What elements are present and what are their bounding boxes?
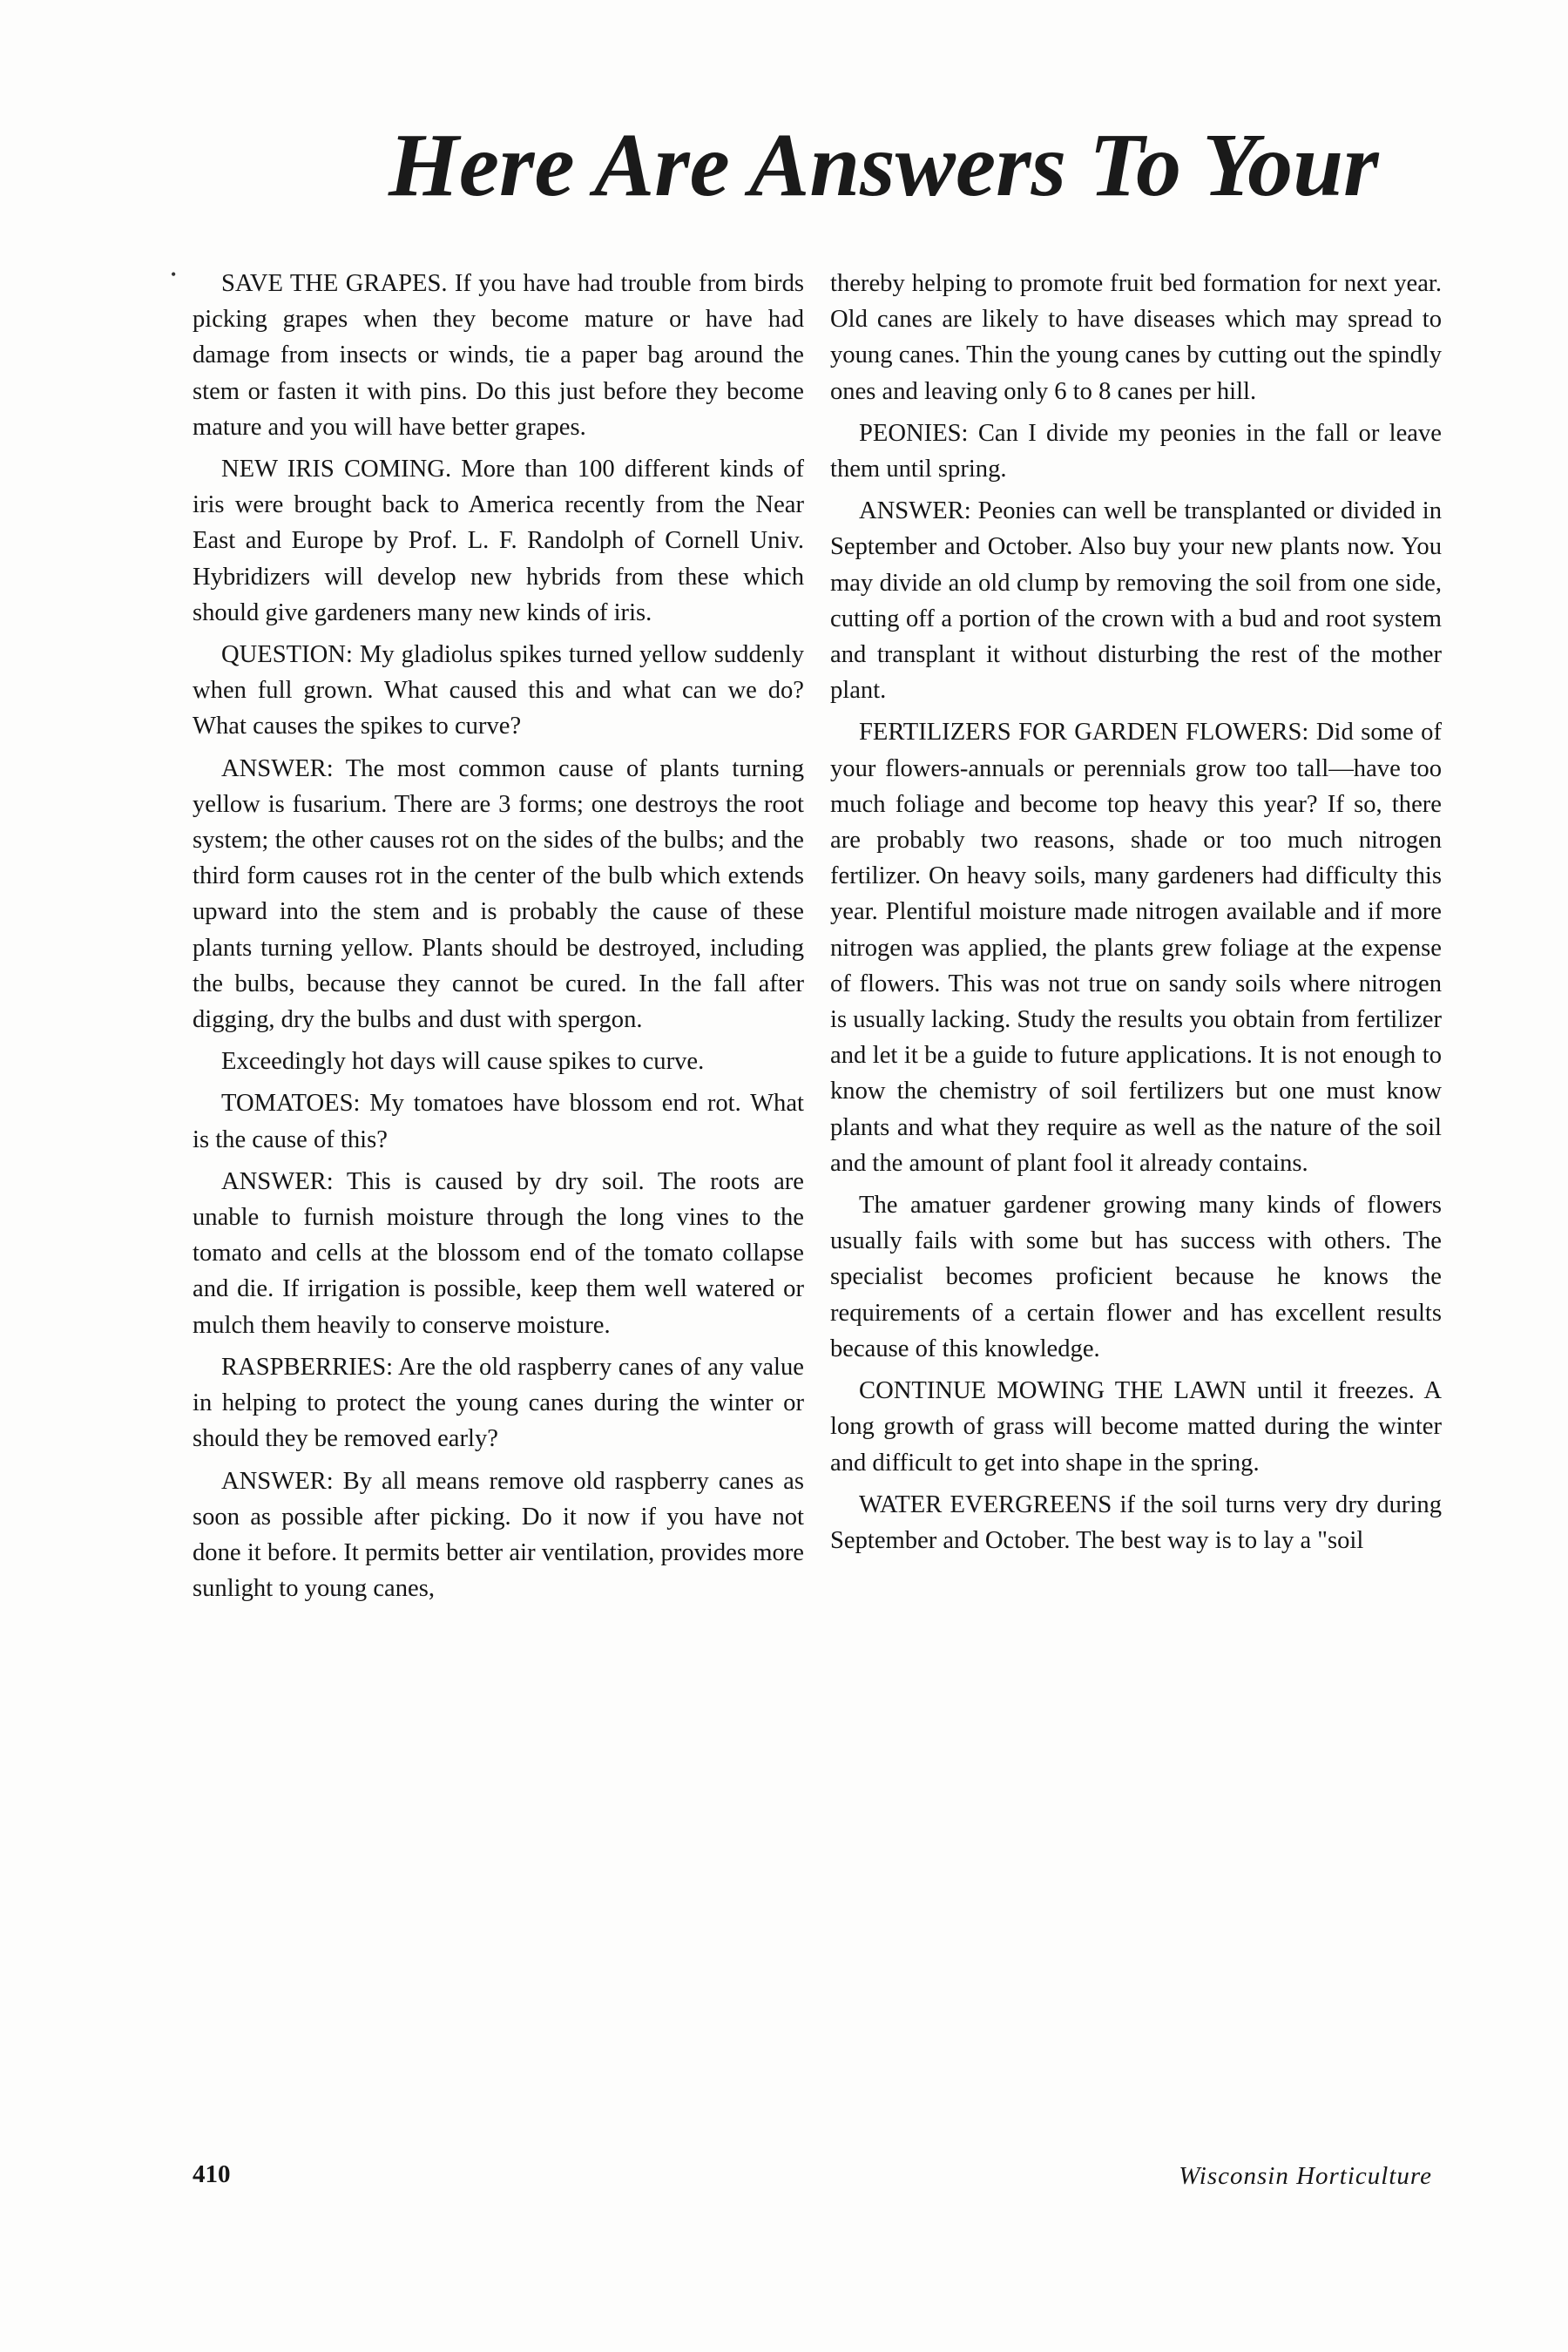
paragraph-tomatoes-question: TOMATOES: My tomatoes have blossom end rot. What is the cause of this? bbox=[193, 1090, 804, 1153]
page-number: 410 bbox=[193, 2160, 231, 2188]
page-headline: Here Are Answers To Your bbox=[389, 115, 1379, 215]
paragraph-water-evergreens: WATER EVERGREENS if the soil turns very dry during September and October. The best way is to lay a "soil bbox=[830, 1490, 1442, 1554]
left-column bbox=[193, 266, 804, 1612]
paragraph-tomatoes-answer: ANSWER: This is caused by dry soil. The roots are unable to furnish moisture through the long vines to the tomato and cells at the blossom end of the tomato collapse and die. If irrigation is possible, keep them well watered or mulch them heavily to conserve moisture. bbox=[193, 1167, 804, 1339]
paragraph-raspberries-question: RASPBERRIES: Are the old raspberry canes of any value in helping to protect the young canes during the winter or should they be removed early? bbox=[193, 1353, 804, 1453]
paragraph-spikes-curve: Exceedingly hot days will cause spikes to curve. bbox=[221, 1048, 705, 1076]
paragraph-amateur-gardener: The amatuer gardener growing many kinds of flowers usually fails with some but has success with others. The specialist becomes proficient because he knows the requirements of a certain flower and has excellent results because of this knowledge. bbox=[830, 1192, 1442, 1362]
paragraph-fertilizers: FERTILIZERS FOR GARDEN FLOWERS: Did some of your flowers-annuals or perennials grow too tall—have too much foliage and become top heavy this year? If so, there are probably two reasons, shade or too much nitrogen fertilizer. On heavy soils, many gardeners had difficulty this year. Plentiful moisture made nitrogen available and if more nitrogen was applied, the plants grew foliage at the expense of flowers. This was not true on sandy soils where nitrogen is usually lacking. Study the results you obtain from fertilizer and let it be a guide to future applications. It is not enough to know the chemistry of soil fertilizers but one must know plants and what they require as well as the nature of the soil and the amount of plant fool it already contains. bbox=[830, 719, 1442, 1177]
publication-name: Wisconsin Horticulture bbox=[1179, 2162, 1432, 2190]
paragraph-raspberries-answer: ANSWER: By all means remove old raspberry canes as soon as possible after picking. Do it now if you have not done it before. It permits better air ventilation, provides more sunlight to young canes, bbox=[193, 1467, 804, 1603]
paragraph-new-iris-coming: NEW IRIS COMING. More than 100 different kinds of iris were brought back to America recently from the Near East and Europe by Prof. L. F. Randolph of Cornell Univ. Hybridizers will develop new hybrids from these which should give gardeners many new kinds of iris. bbox=[193, 456, 804, 626]
paragraph-peonies-answer: ANSWER: Peonies can well be transplanted or divided in September and October. Also buy your new plants now. You may divide an old clump by removing the soil from one side, cutting off a portion of the crown with a bud and root system and transplant it without disturbing the rest of the mother plant. bbox=[830, 497, 1442, 705]
paragraph-gladiolus-question: QUESTION: My gladiolus spikes turned yellow suddenly when full grown. What caused this and what can we do? What causes the spikes to curve? bbox=[193, 641, 804, 740]
paragraph-gladiolus-answer: ANSWER: The most common cause of plants turning yellow is fusarium. There are 3 forms; one destroys the root system; the other causes rot on the sides of the bulbs; and the third form causes rot in the center of the bulb which extends upward into the stem and is probably the cause of these plants turning yellow. Plants should be destroyed, including the bulbs, because they cannot be cured. In the fall after digging, dry the bulbs and dust with spergon. bbox=[193, 754, 804, 1034]
paragraph-save-the-grapes: SAVE THE GRAPES. If you have had trouble from birds picking grapes when they become mature or have had damage from insects or winds, tie a paper bag around the stem or fasten it with pins. Do this just before they become mature and you will have better grapes. bbox=[193, 270, 804, 441]
paragraph-raspberries-continued: thereby helping to promote fruit bed formation for next year. Old canes are likely to have diseases which may spread to young canes. Thin the young canes by cutting out the spindly ones and leaving only 6 to 8 canes per hill. bbox=[830, 270, 1442, 405]
paragraph-continue-mowing: CONTINUE MOWING THE LAWN until it freezes. A long growth of grass will become matted during the winter and difficult to get into shape in the spring. bbox=[830, 1377, 1442, 1477]
right-column bbox=[830, 266, 1442, 1565]
paragraph-peonies-question: PEONIES: Can I divide my peonies in the fall or leave them until spring. bbox=[830, 419, 1442, 483]
print-speck: • bbox=[171, 266, 177, 283]
